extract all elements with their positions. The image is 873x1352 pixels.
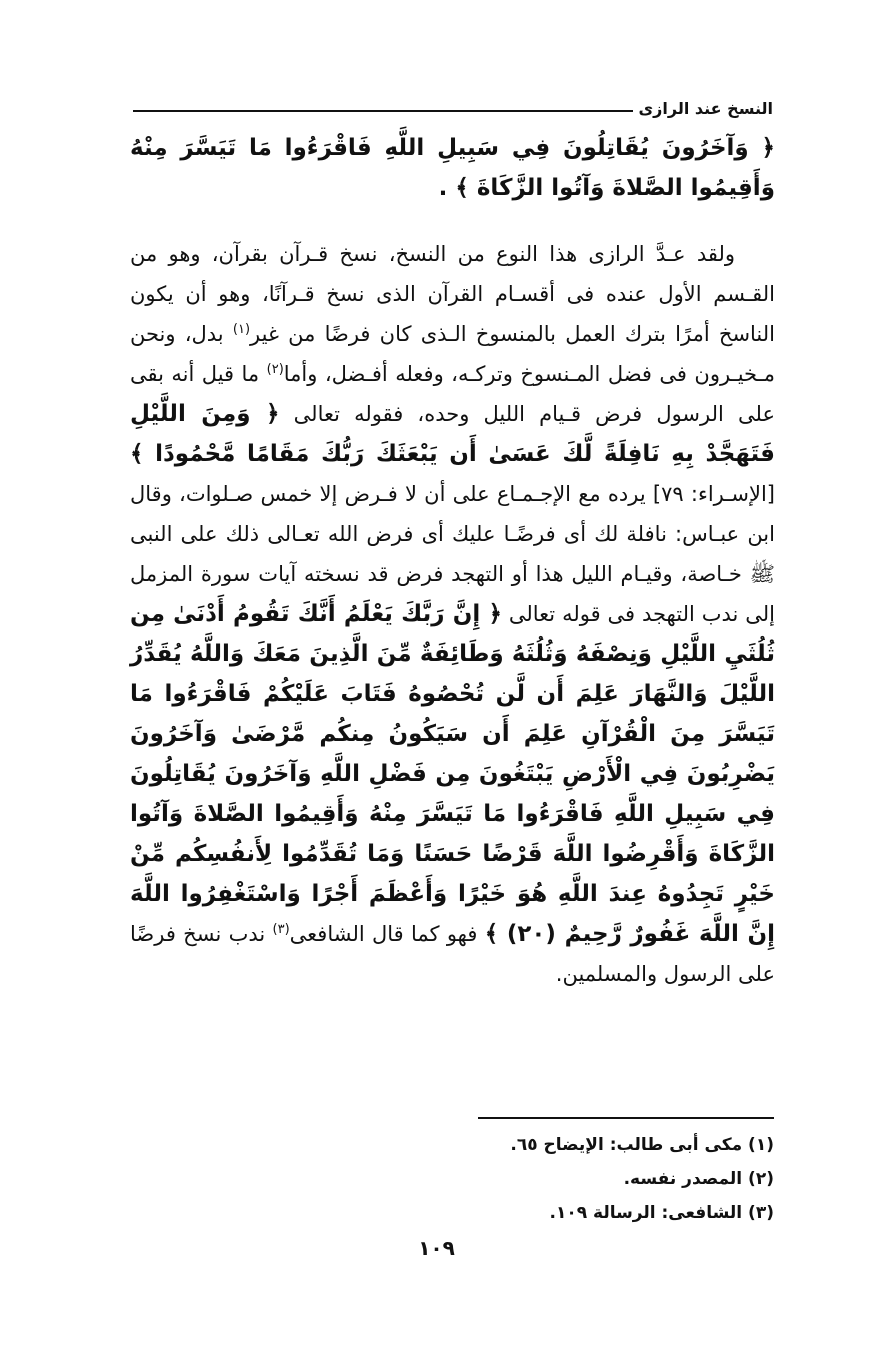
page-number: ١٠٩: [418, 1236, 455, 1260]
footnote-ref-1: (١): [232, 322, 251, 337]
footnote-1: (١) مكى أبى طالب: الإيضاح ٦٥.: [510, 1135, 774, 1155]
paragraph-text-1: ولقد عـدَّ الرازى هذا النوع من النسخ، نسخ قـرآن بقرآن، وهو من القـسم الأول عنده فى أقسـام القرآن الذى نسخ قـرآنًا، وهو أن يكون الناسخ أمرًا بترك العمل بالمنسوخ الـذى كان فرضًا من غير: [130, 242, 776, 346]
running-head-title: النسخ عند الرازى: [638, 99, 773, 118]
footnote-ref-2: (٢): [266, 362, 284, 377]
quran-quote-2: ﴿ إِنَّ رَبَّكَ يَعْلَمُ أَنَّكَ تَقُومُ أَدْنَىٰ مِن ثُلُثَيِ اللَّيْلِ وَنِصْفَهُ وَثُلُثَهُ وَطَائِفَةٌ مِّنَ الَّذِينَ مَعَكَ وَاللَّهُ يُقَدِّرُ اللَّيْلَ وَالنَّهَارَ عَلِمَ أَن لَّن تُحْصُوهُ فَتَابَ عَلَيْكُمْ فَاقْرَءُوا مَا تَيَسَّرَ مِنَ الْقُرْآنِ عَلِمَ أَن سَيَكُونُ مِنكُم مَّرْضَىٰ وَآخَرُونَ يَضْرِبُونَ فِي الْأَرْضِ يَبْتَغُونَ مِن فَضْلِ اللَّهِ وَآخَرُونَ يُقَاتِلُونَ فِي سَبِيلِ اللَّهِ فَاقْرَءُوا مَا تَيَسَّرَ مِنْهُ وَأَقِيمُوا الصَّلاةَ وَآتُوا الزَّكَاةَ وَأَقْرِضُوا اللَّهَ قَرْضًا حَسَنًا وَمَا تُقَدِّمُوا لِأَنفُسِكُم مِّنْ خَيْرٍ تَجِدُوهُ عِندَ اللَّهِ هُوَ خَيْرًا وَأَعْظَمَ أَجْرًا وَاسْتَغْفِرُوا اللَّهَ إِنَّ اللَّهَ غَفُورٌ رَّحِيمٌ (٢٠) ﴾: [130, 601, 775, 947]
paragraph-text-6: ندب نسخ فرضًا على الرسول والمسلمين.: [130, 922, 775, 986]
footnote-ref-3: (٣): [272, 922, 290, 937]
quran-quote-1: ﴿ وَمِنَ اللَّيْلِ فَتَهَجَّدْ بِهِ نَافِلَةً لَّكَ عَسَىٰ أَن يَبْعَثَكَ رَبُّكَ مَقَامًا مَّحْمُودًا ﴾: [130, 401, 775, 467]
footnote-2: (٢) المصدر نفسه.: [623, 1169, 774, 1189]
paragraph-text-4: [الإسـراء: ٧٩] يرده مع الإجـمـاع على أن لا فـرض إلا خمس صـلوات، وقال ابن عبـاس: نافلة لك أى فرضًـا عليك أى فرض الله تعـالى ذلك على النبى ﷺ خـاصة، وقيـام الليل هذا أو التهجد فرض قد نسخته آيات سورة المزمل إلى ندب التهجد فى قوله تعالى: [130, 482, 775, 626]
paragraph-text-5: فهو كما قال الشافعى: [289, 922, 485, 946]
quote-continuation: [130, 128, 775, 208]
paragraph-text-3: ما قيل أنه بقى على الرسول فرض قـيام الليل وحده، فقوله تعالى: [130, 362, 775, 426]
running-head: [133, 92, 773, 118]
body-text: [130, 128, 775, 994]
main-paragraph: [130, 234, 775, 994]
quran-quote-continuation: ﴿ وَآخَرُونَ يُقَاتِلُونَ فِي سَبِيلِ اللَّهِ فَاقْرَءُوا مَا تَيَسَّرَ مِنْهُ وَأَقِيمُوا الصَّلاةَ وَآتُوا الزَّكَاةَ ﴾ .: [130, 135, 775, 201]
footnote-separator: [478, 1117, 774, 1119]
running-head-rule: [133, 110, 633, 112]
paragraph-text-2: بدل، ونحن مـخيـرون فى فضل المـنسوخ وتركـه، وفعله أفـضل، وأما: [130, 322, 775, 386]
footnotes: [330, 1128, 774, 1230]
footnote-3: (٣) الشافعى: الرسالة ١٠٩.: [549, 1203, 774, 1223]
